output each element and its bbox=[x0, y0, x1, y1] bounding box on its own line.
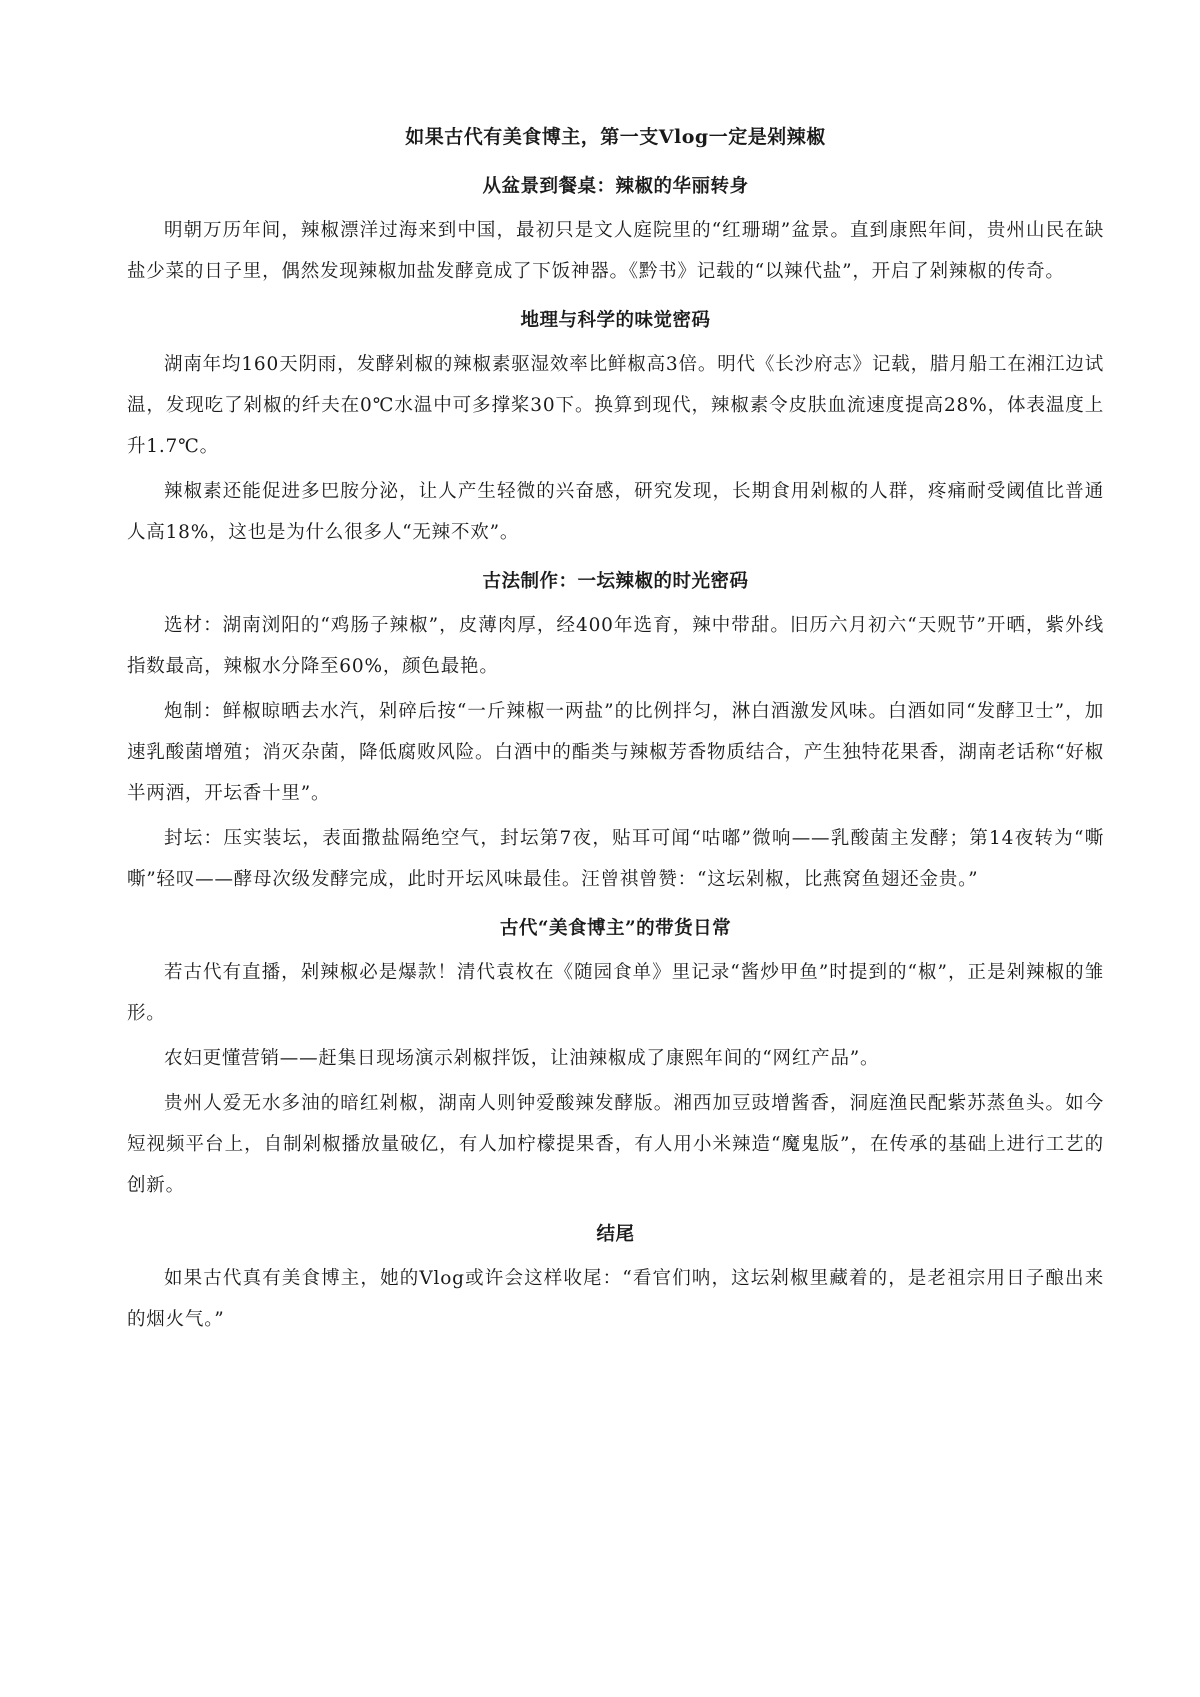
section-ancient-method bbox=[127, 563, 1104, 900]
section-heading: 从盆景到餐桌：辣椒的华丽转身 bbox=[482, 176, 749, 197]
paragraph: 辣椒素还能促进多巴胺分泌，让人产生轻微的兴奋感，研究发现，长期食用剁椒的人群，疼痛耐受阈值比普通人高18%，这也是为什么很多人“无辣不欢”。 bbox=[127, 481, 1104, 543]
paragraph: 农妇更懂营销——赶集日现场演示剁椒拌饭，让油辣椒成了康熙年间的“网红产品”。 bbox=[164, 1048, 880, 1069]
section-from-bonsai-to-table bbox=[127, 168, 1104, 292]
paragraph: 若古代有直播，剁辣椒必是爆款！清代袁枚在《随园食单》里记录“酱炒甲鱼”时提到的“椒”，正是剁辣椒的雏形。 bbox=[127, 962, 1104, 1024]
document-title: 如果古代有美食博主，第一支Vlog一定是剁辣椒 bbox=[405, 126, 826, 148]
paragraph: 明朝万历年间，辣椒漂洋过海来到中国，最初只是文人庭院里的“红珊瑚”盆景。直到康熙年间，贵州山民在缺盐少菜的日子里，偶然发现辣椒加盐发酵竟成了下饭神器。《黔书》记载的“以辣代盐”，开启了剁辣椒的传奇。 bbox=[127, 220, 1104, 282]
paragraph: 炮制：鲜椒晾晒去水汽，剁碎后按“一斤辣椒一两盐”的比例拌匀，淋白酒激发风味。白酒如同“发酵卫士”，加速乳酸菌增殖；消灭杂菌，降低腐败风险。白酒中的酯类与辣椒芳香物质结合，产生独特花果香，湖南老话称“好椒半两酒，开坛香十里”。 bbox=[127, 701, 1104, 804]
section-ending bbox=[127, 1216, 1104, 1340]
paragraph: 如果古代真有美食博主，她的Vlog或许会这样收尾：“看官们呐，这坛剁椒里藏着的，是老祖宗用日子酿出来的烟火气。” bbox=[127, 1268, 1104, 1330]
section-food-blogger bbox=[127, 910, 1104, 1206]
paragraph: 封坛：压实装坛，表面撒盐隔绝空气，封坛第7夜，贴耳可闻“咕嘟”微响——乳酸菌主发酵；第14夜转为“嘶嘶”轻叹——酵母次级发酵完成，此时开坛风味最佳。汪曾祺曾赞：“这坛剁椒，比燕窝鱼翅还金贵。” bbox=[127, 828, 1104, 890]
section-heading: 古法制作：一坛辣椒的时光密码 bbox=[482, 571, 749, 592]
section-heading: 结尾 bbox=[596, 1224, 635, 1245]
section-geography-science bbox=[127, 302, 1104, 553]
section-heading: 地理与科学的味觉密码 bbox=[520, 310, 711, 331]
paragraph: 贵州人爱无水多油的暗红剁椒，湖南人则钟爱酸辣发酵版。湘西加豆豉增酱香，洞庭渔民配紫苏蒸鱼头。如今短视频平台上，自制剁椒播放量破亿，有人加柠檬提果香，有人用小米辣造“魔鬼版”，在传承的基础上进行工艺的创新。 bbox=[127, 1093, 1104, 1196]
paragraph: 选材：湖南浏阳的“鸡肠子辣椒”，皮薄肉厚，经400年选育，辣中带甜。旧历六月初六“天贶节”开晒，紫外线指数最高，辣椒水分降至60%，颜色最艳。 bbox=[127, 615, 1104, 677]
section-heading: 古代“美食博主”的带货日常 bbox=[499, 918, 732, 939]
paragraph: 湖南年均160天阴雨，发酵剁椒的辣椒素驱湿效率比鲜椒高3倍。明代《长沙府志》记载，腊月船工在湘江边试温，发现吃了剁椒的纤夫在0℃水温中可多撑桨30下。换算到现代，辣椒素令皮肤血流速度提高28%，体表温度上升1.7℃。 bbox=[127, 354, 1104, 457]
